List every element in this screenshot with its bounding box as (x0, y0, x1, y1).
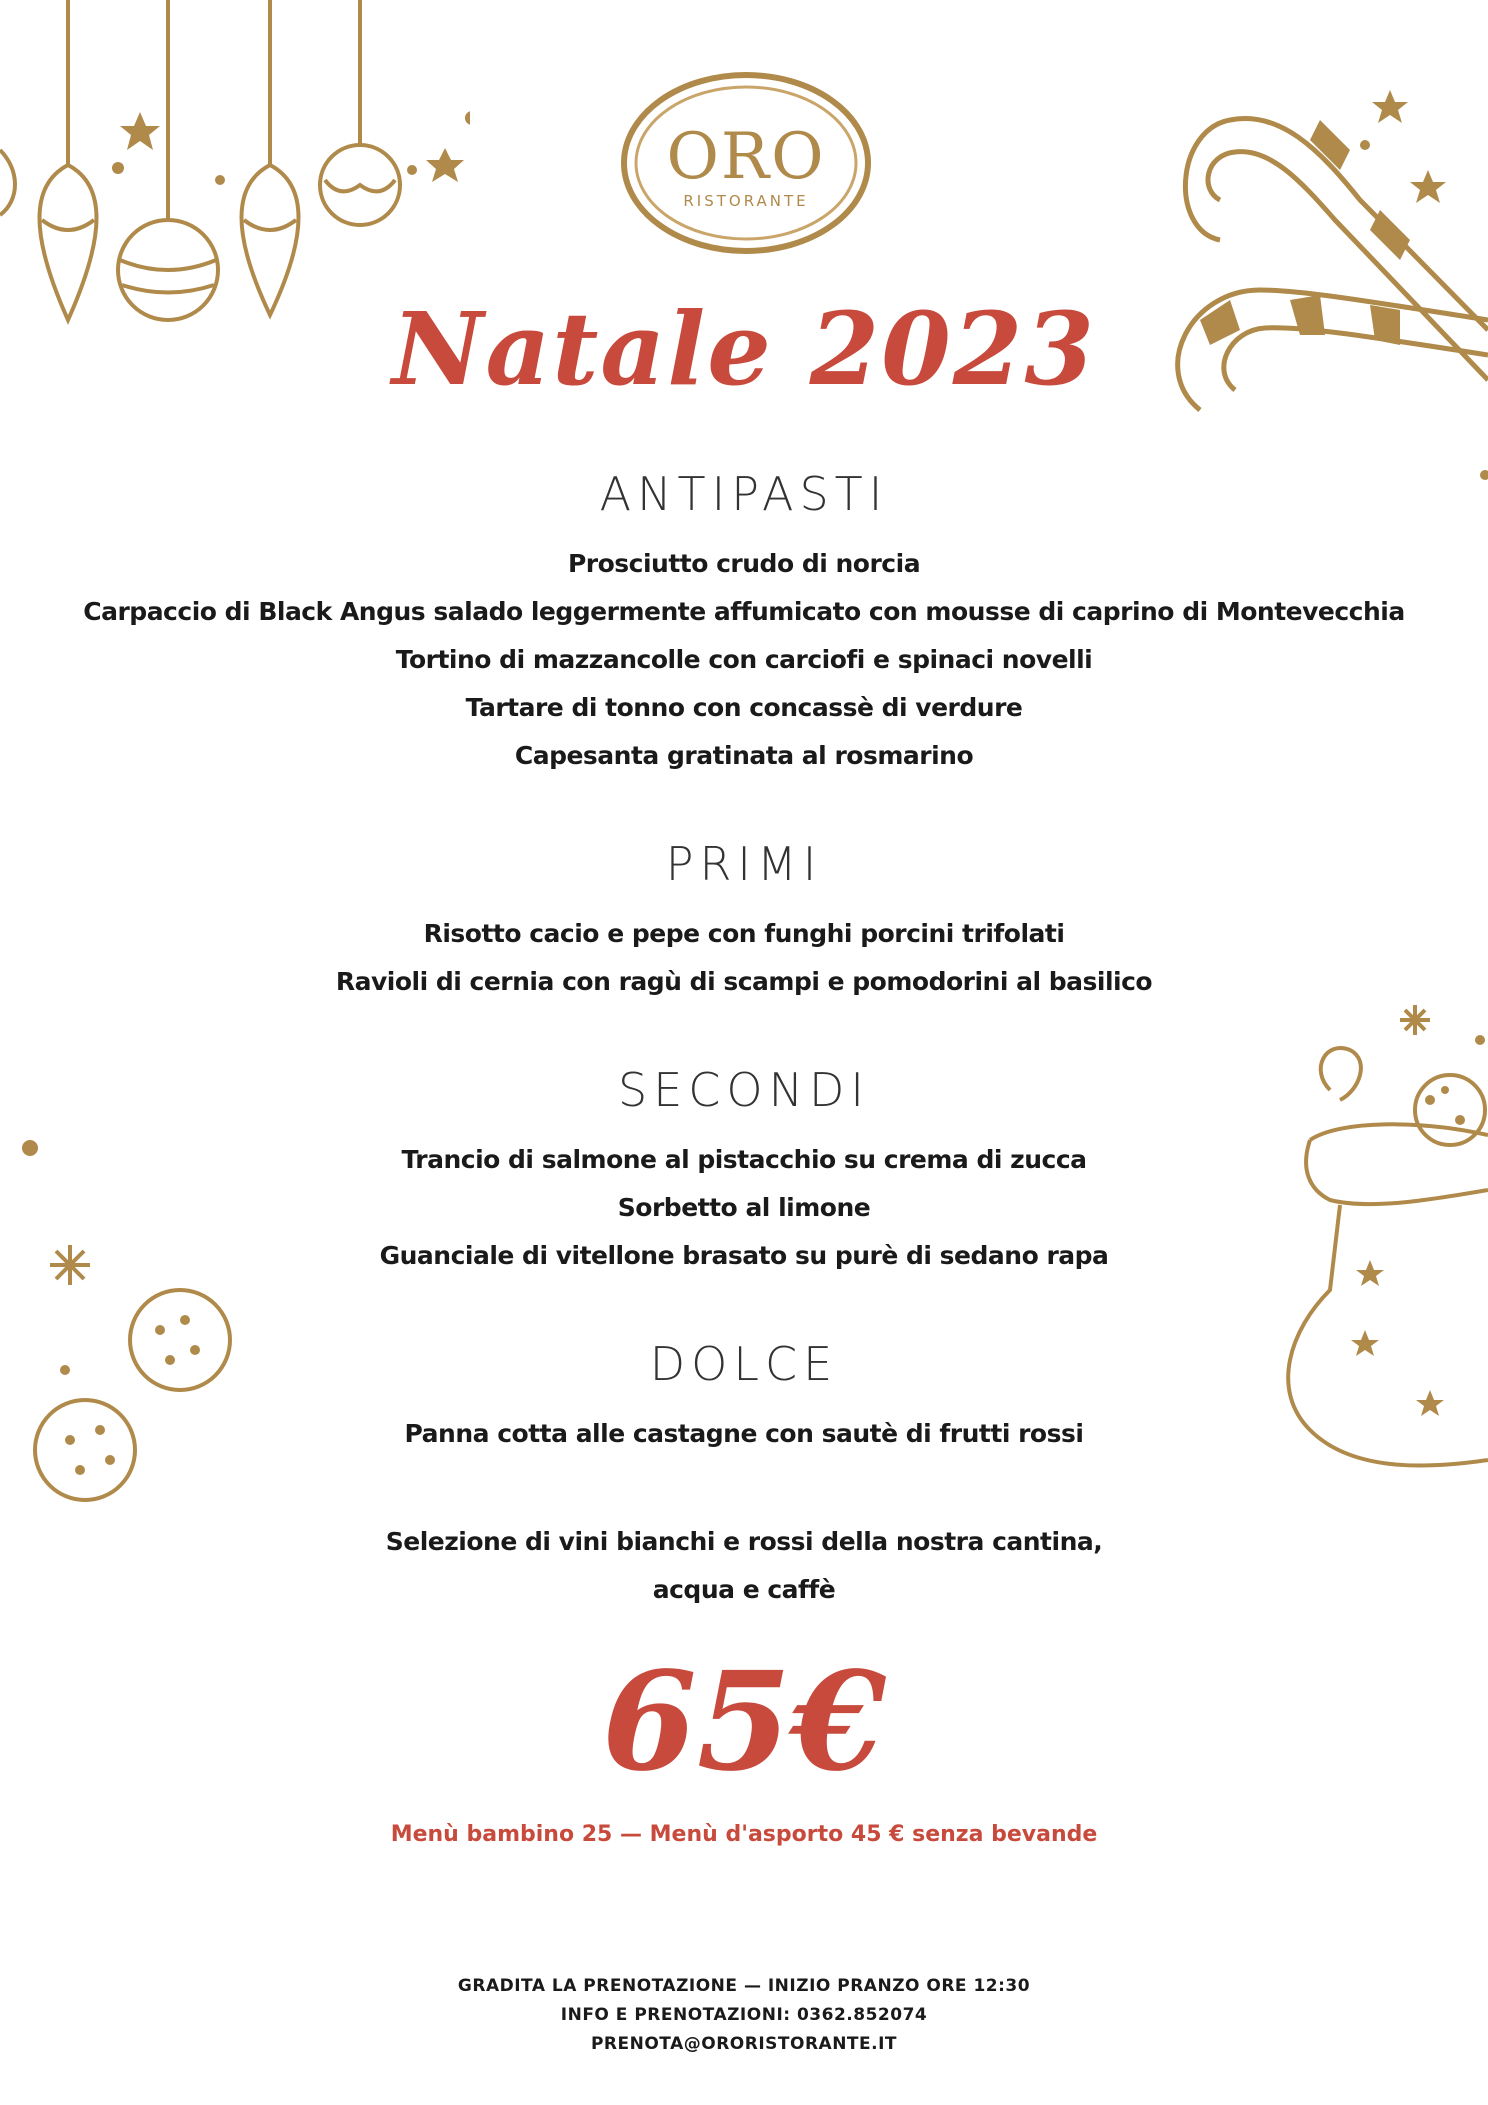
footer-email[interactable]: PRENOTA@ORORISTORANTE.IT (590, 2034, 898, 2054)
dish-item: Panna cotta alle castagne con sautè di frutti rossi (404, 1419, 1084, 1448)
wine-note (0, 1518, 1488, 1614)
section-primi (0, 832, 1488, 1006)
wine-line-1: Selezione di vini bianchi e rossi della nostra cantina, (385, 1527, 1103, 1556)
section-title: ANTIPASTI (599, 467, 889, 521)
dish-item: Sorbetto al limone (617, 1193, 871, 1222)
dish-item: Tartare di tonno con concassè di verdure (465, 693, 1023, 722)
extra-menu-note: Menù bambino 25 — Menù d'asporto 45 € senza bevande (390, 1822, 1098, 1847)
logo-subtitle: RISTORANTE (683, 192, 809, 210)
dish-item: Prosciutto crudo di norcia (567, 549, 921, 578)
logo-name: ORO (666, 120, 826, 194)
wine-line-2: acqua e caffè (652, 1575, 836, 1604)
footer (0, 1972, 1488, 2059)
dish-item: Trancio di salmone al pistacchio su crema di zucca (401, 1145, 1087, 1174)
section-title: SECONDI (618, 1063, 870, 1117)
section-antipasti (0, 462, 1488, 780)
section-title: DOLCE (649, 1337, 839, 1391)
dish-item: Guanciale di vitellone brasato su purè di sedano rapa (379, 1241, 1109, 1270)
section-title: PRIMI (665, 837, 823, 891)
price: 65€ (602, 1642, 886, 1802)
dish-item: Tortino di mazzancolle con carciofi e spinaci novelli (395, 645, 1093, 674)
menu-content (0, 462, 1488, 1847)
dish-item: Carpaccio di Black Angus salado leggermente affumicato con mousse di caprino di Montevecchia (83, 597, 1405, 626)
dish-item: Ravioli di cernia con ragù di scampi e pomodorini al basilico (335, 967, 1153, 996)
footer-phone: INFO E PRENOTAZIONI: 0362.852074 (560, 2005, 928, 2025)
dish-item: Risotto cacio e pepe con funghi porcini trifolati (423, 919, 1065, 948)
footer-booking: GRADITA LA PRENOTAZIONE — INIZIO PRANZO ORE 12:30 (457, 1976, 1031, 1996)
page-title: Natale 2023 (392, 290, 1096, 408)
logo (616, 68, 876, 258)
dish-item: Capesanta gratinata al rosmarino (514, 741, 974, 770)
section-secondi (0, 1058, 1488, 1280)
hanging-ornaments-icon (0, 0, 470, 330)
section-dolce (0, 1332, 1488, 1458)
